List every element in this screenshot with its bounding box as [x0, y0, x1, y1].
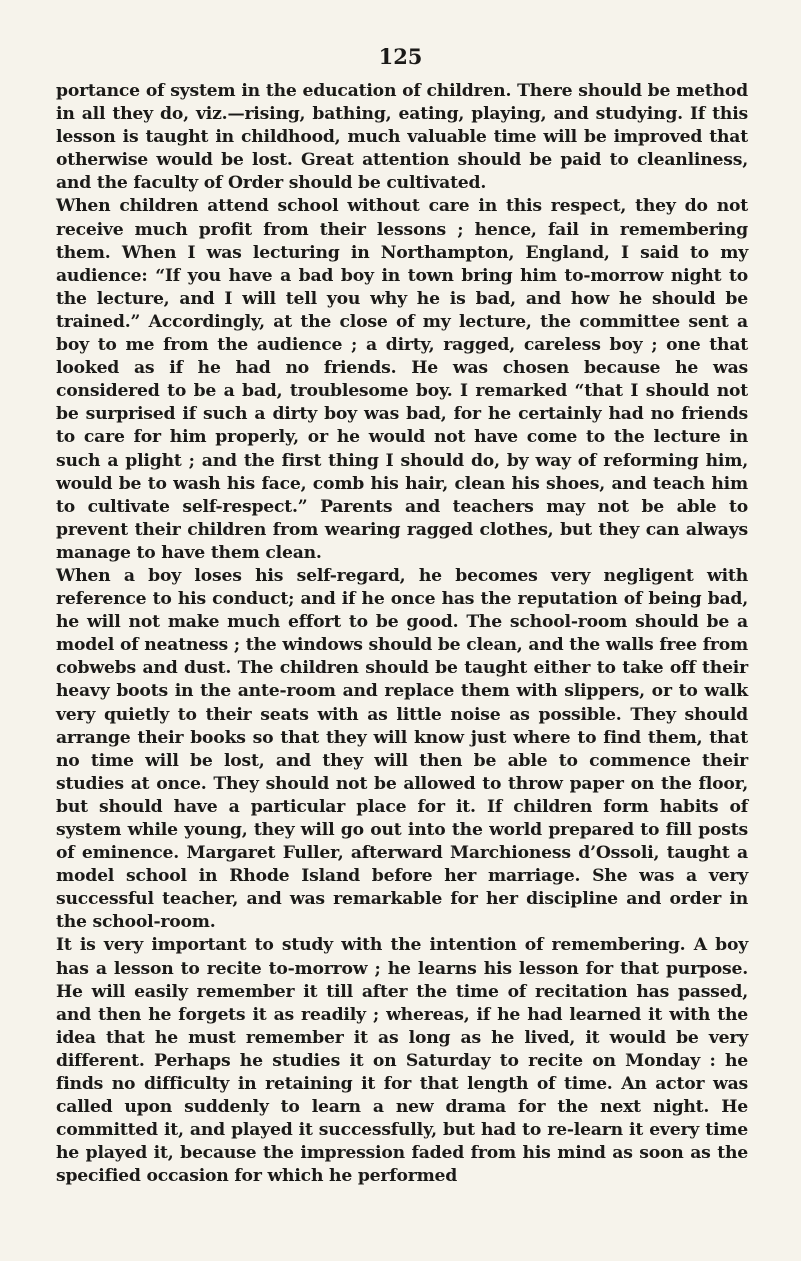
page-number: 125: [378, 44, 423, 69]
paragraph: When a boy loses his self-regard, he becomes very negligent with reference to his conduct; and if he once has the reputation of being bad, he will not make much effort to be good. The school-room should be a model of neatness ; the windows should be clean, and the walls free from cobwebs and dust. The children should be taught either to take off their heavy boots in the ante-room and replace them with slippers, or to walk very quietly to their seats with as little noise as possible. They should arrange their books so that they will know just where to find them, that no time will be lost, and they will then be able to commence their studies at once. They should not be allowed to throw paper on the floor, but should have a particular place for it. If children form habits of system while young, they will go out into the world prepared to fill posts of eminence. Margaret Fuller, afterward Marchioness d’Ossoli, taught a model school in Rhode Island before her marriage. She was a very successful teacher, and was remarkable for her discipline and order in the school-room.: [56, 565, 748, 933]
paragraph: It is very important to study with the intention of remembering. A boy has a lesson to recite to-morrow ; he learns his lesson for that purpose. He will easily remember it till after the time of recitation has passed, and then he forgets it as readily ; whereas, if he had learned it with the idea that he must remember it as long as he lived, it would be very different. Perhaps he studies it on Saturday to recite on Monday : he finds no difficulty in retaining it for that length of time. An actor was called upon suddenly to learn a new drama for the next night. He committed it, and played it successfully, but had to re-learn it every time he played it, because the impression faded from his mind as soon as the specified occasion for which he performed: [56, 935, 748, 1187]
paragraph: portance of system in the education of children. There should be method in all they do, viz.—rising, bathing, eating, playing, and studying. If this lesson is taught in childhood, much valuable time will be improved that otherwise would be lost. Great attention should be paid to cleanliness, and the faculty of Order should be cultivated.: [56, 81, 748, 194]
body-text: [56, 80, 748, 1189]
paragraph: When children attend school without care in this respect, they do not receive much profit from their lessons ; hence, fail in remembering them. When I was lecturing in Northampton, England, I said to my audience: “If you have a bad boy in town bring him to-morrow night to the lecture, and I will tell you why he is bad, and how he should be trained.” Accordingly, at the close of my lecture, the committee sent a boy to me from the audience ; a dirty, ragged, careless boy ; one that looked as if he had no friends. He was chosen because he was considered to be a bad, troublesome boy. I remarked “that I should not be surprised if such a dirty boy was bad, for he certainly had no friends to care for him properly, or he would not have come to the lecture in such a plight ; and the first thing I should do, by way of reforming him, would be to wash his face, comb his hair, clean his shoes, and teach him to cultivate self-respect.” Parents and teachers may not be able to prevent their children from wearing ragged clothes, but they can always manage to have them clean.: [56, 196, 748, 563]
